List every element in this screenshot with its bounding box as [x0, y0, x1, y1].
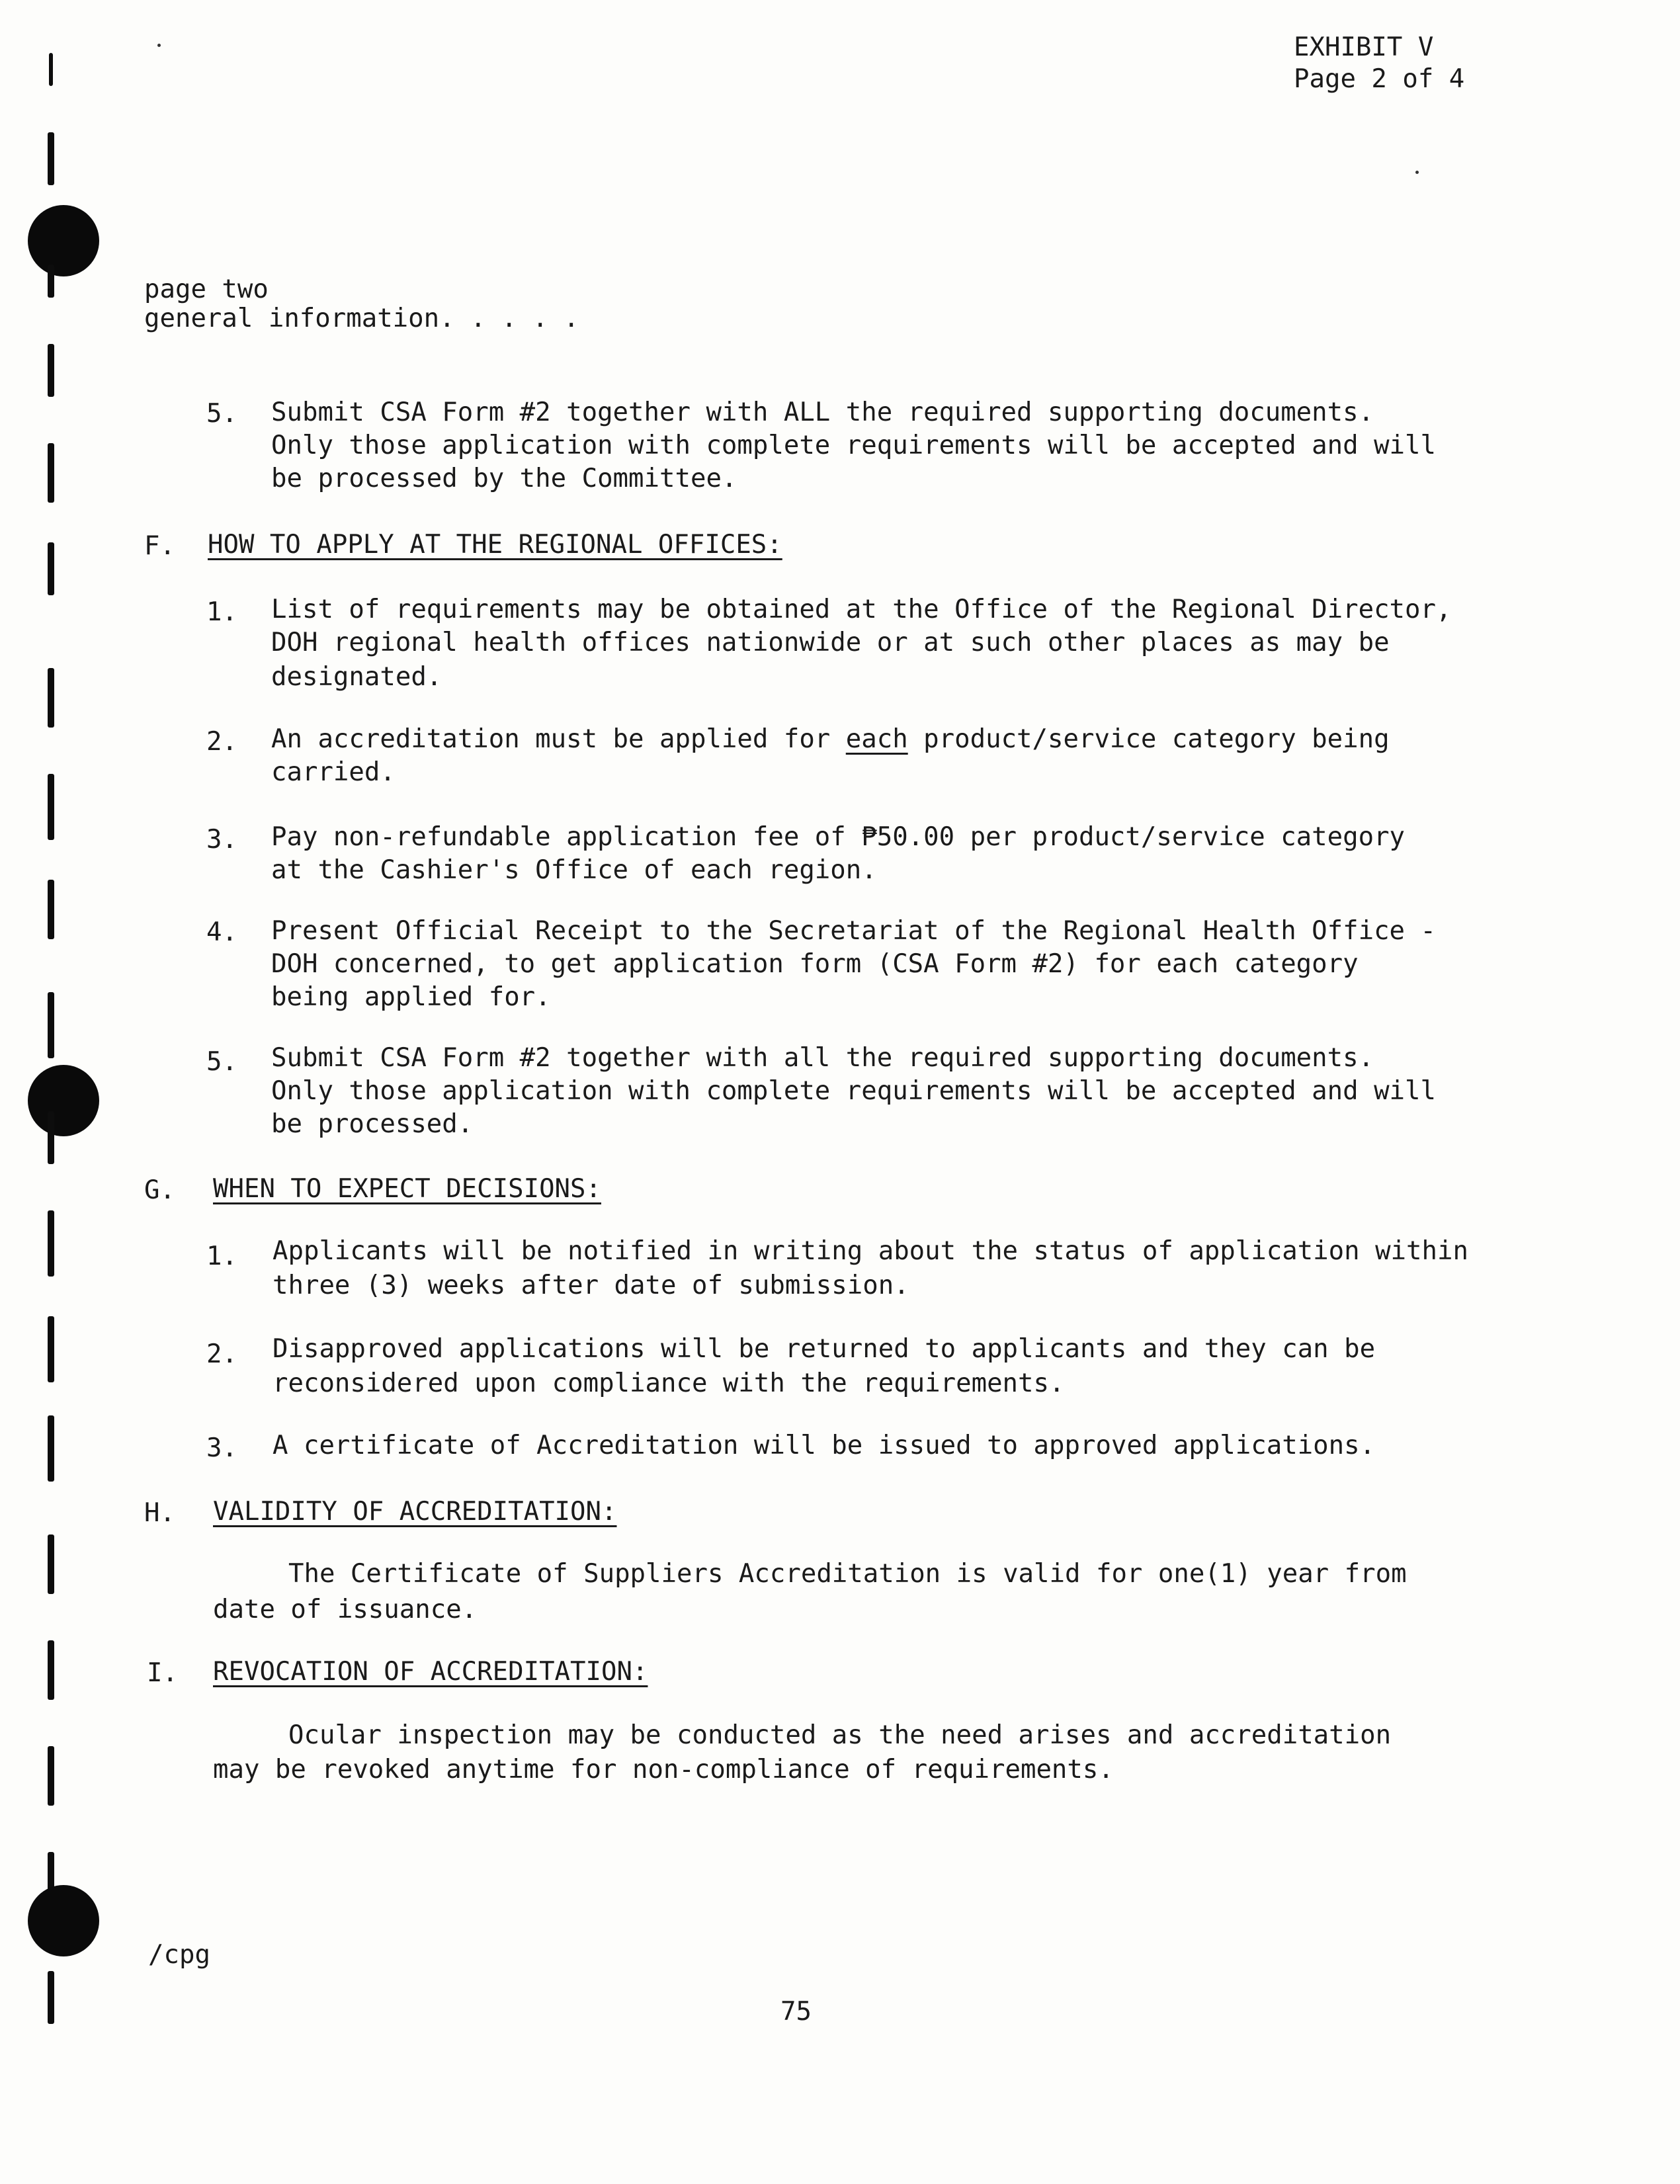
list-item-line: DOH regional health offices nationwide or at such other places as may be	[271, 628, 1390, 657]
list-item-line: Submit CSA Form #2 together with all the required supporting documents.	[271, 1043, 1374, 1073]
section-letter: H.	[144, 1498, 175, 1528]
list-item-line: at the Cashier's Office of each region.	[271, 855, 877, 885]
list-item-line: being applied for.	[271, 982, 551, 1012]
item-number: 2.	[206, 727, 237, 757]
list-item-line: reconsidered upon compliance with the requirements.	[273, 1368, 1065, 1398]
list-item-line: A certificate of Accreditation will be issued to approved applications.	[273, 1431, 1376, 1460]
exhibit-label: EXHIBIT V	[1294, 32, 1434, 62]
scan-speck	[157, 44, 161, 47]
section-heading: REVOCATION OF ACCREDITATION:	[213, 1657, 648, 1687]
paragraph-line: may be revoked anytime for non-compliance of requirements.	[213, 1755, 1114, 1785]
page-number: 75	[780, 1997, 812, 2027]
list-item-line: Present Official Receipt to the Secretariat of the Regional Health Office -	[271, 916, 1436, 946]
list-item-line: List of requirements may be obtained at the Office of the Regional Director,	[271, 595, 1452, 624]
list-item-line: carried.	[271, 757, 396, 787]
list-item-line: Disapproved applications will be returned to applicants and they can be	[273, 1334, 1376, 1364]
list-item-line: Only those application with complete requirements will be accepted and will	[271, 431, 1436, 460]
item-number: 1.	[206, 1241, 237, 1271]
list-item-line: three (3) weeks after date of submission.	[273, 1271, 909, 1300]
section-heading: HOW TO APPLY AT THE REGIONAL OFFICES:	[208, 530, 782, 560]
intro-page-two: page two	[144, 274, 269, 304]
paragraph-line: Ocular inspection may be conducted as the need arises and accreditation	[288, 1720, 1392, 1750]
intro-general-information: general information. . . . .	[144, 304, 579, 333]
item-number: 5.	[206, 1047, 237, 1077]
list-item-line: An accreditation must be applied for each product/service category being	[271, 724, 1390, 754]
list-item-line: DOH concerned, to get application form (CSA Form #2) for each category	[271, 949, 1359, 979]
item-number: 5.	[206, 399, 237, 429]
section-letter: I.	[147, 1658, 178, 1688]
list-item-line: Applicants will be notified in writing about the status of application within	[273, 1236, 1468, 1266]
section-letter: F.	[144, 531, 175, 561]
list-item-line: Pay non-refundable application fee of ₱50.00 per product/service category	[271, 822, 1406, 852]
emphasis-each: each	[845, 724, 908, 754]
section-letter: G.	[144, 1175, 175, 1205]
item-number: 1.	[206, 597, 237, 627]
list-item-line: be processed.	[271, 1109, 474, 1139]
paragraph-line: The Certificate of Suppliers Accreditation is valid for one(1) year from	[288, 1559, 1407, 1589]
item-number: 2.	[206, 1339, 237, 1369]
section-heading: VALIDITY OF ACCREDITATION:	[213, 1497, 617, 1527]
item-number: 3.	[206, 825, 237, 855]
list-item-line: Submit CSA Form #2 together with ALL the required supporting documents.	[271, 398, 1374, 427]
item-number: 3.	[206, 1433, 237, 1463]
item-number: 4.	[206, 917, 237, 947]
list-item-line: designated.	[271, 662, 442, 692]
list-item-line: be processed by the Committee.	[271, 464, 737, 493]
list-item-line: Only those application with complete requirements will be accepted and will	[271, 1076, 1436, 1106]
page-of-label: Page 2 of 4	[1294, 64, 1465, 94]
paragraph-line: date of issuance.	[213, 1595, 478, 1624]
scan-speck	[1415, 171, 1419, 174]
typist-initials: /cpg	[148, 1940, 210, 1970]
section-heading: WHEN TO EXPECT DECISIONS:	[213, 1174, 601, 1204]
